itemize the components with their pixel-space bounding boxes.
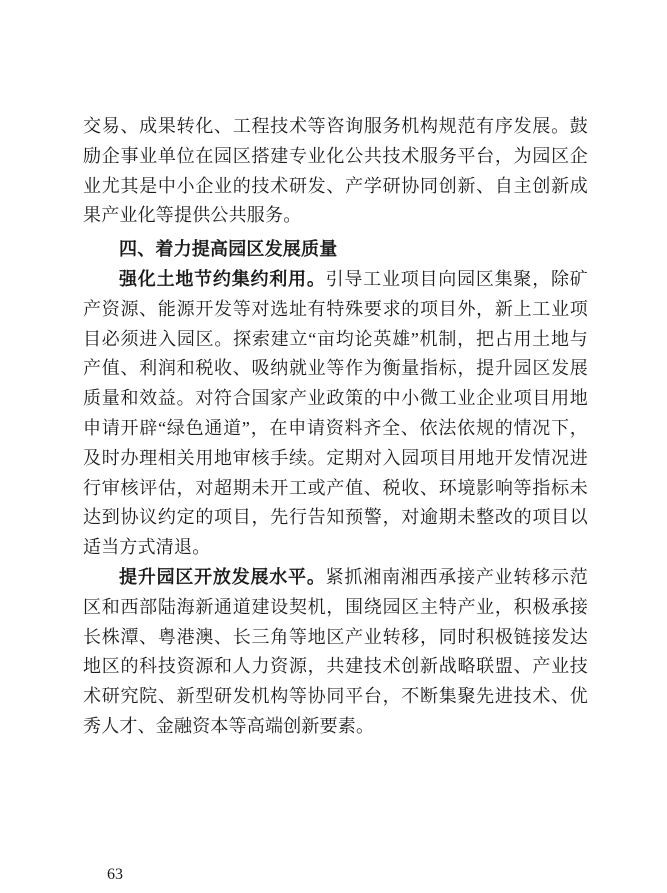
paragraph-land-use-body: 引导工业项目向园区集聚，除矿产资源、能源开发等对选址有特殊要求的项目外，新上工业项目必须进入园区。探索建立“亩均论英雄”机制，把占用土地与产值、利润和税收、吸纳就业等作为衡量指标，提升园区发展质量和效益。对符合国家产业政策的中小微工业企业项目用地申请开辟“绿色通道”，在申请资料齐全、依法依规的情况下，及时办理相关用地审核手续。定期对入园项目用地开发情况进行审核评估，对超期未开工或产值、税收、环境影响等指标未达到协议约定的项目，先行告知预警，对逾期未整改的项目以适当方式清退。	[83, 268, 588, 558]
paragraph-land-use	[83, 265, 588, 563]
paragraph-open-development-body: 紧抓湘南湘西承接产业转移示范区和西部陆海新通道建设契机，围绕园区主特产业，积极承接长株潭、粤港澳、长三角等地区产业转移，同时积极链接发达地区的科技资源和人力资源，共建技术创新战略联盟、产业技术研究院、新型研发机构等协同平台，不断集聚先进技术、优秀人才、金融资本等高端创新要素。	[83, 566, 588, 736]
page-number: 63	[107, 866, 123, 883]
paragraph-open-development-lead: 提升园区开放发展水平。	[119, 566, 326, 587]
paragraph-land-use-lead: 强化土地节约集约利用。	[119, 268, 326, 289]
paragraph-open-development	[83, 563, 588, 742]
document-text-block	[83, 112, 588, 742]
section-heading: 四、着力提高园区发展质量	[119, 239, 338, 260]
continuation-paragraph: 交易、成果转化、工程技术等咨询服务机构规范有序发展。鼓励企事业单位在园区搭建专业化公共技术服务平台，为园区企业尤其是中小企业的技术研发、产学研协同创新、自主创新成果产业化等提供公共服务。	[83, 116, 588, 226]
